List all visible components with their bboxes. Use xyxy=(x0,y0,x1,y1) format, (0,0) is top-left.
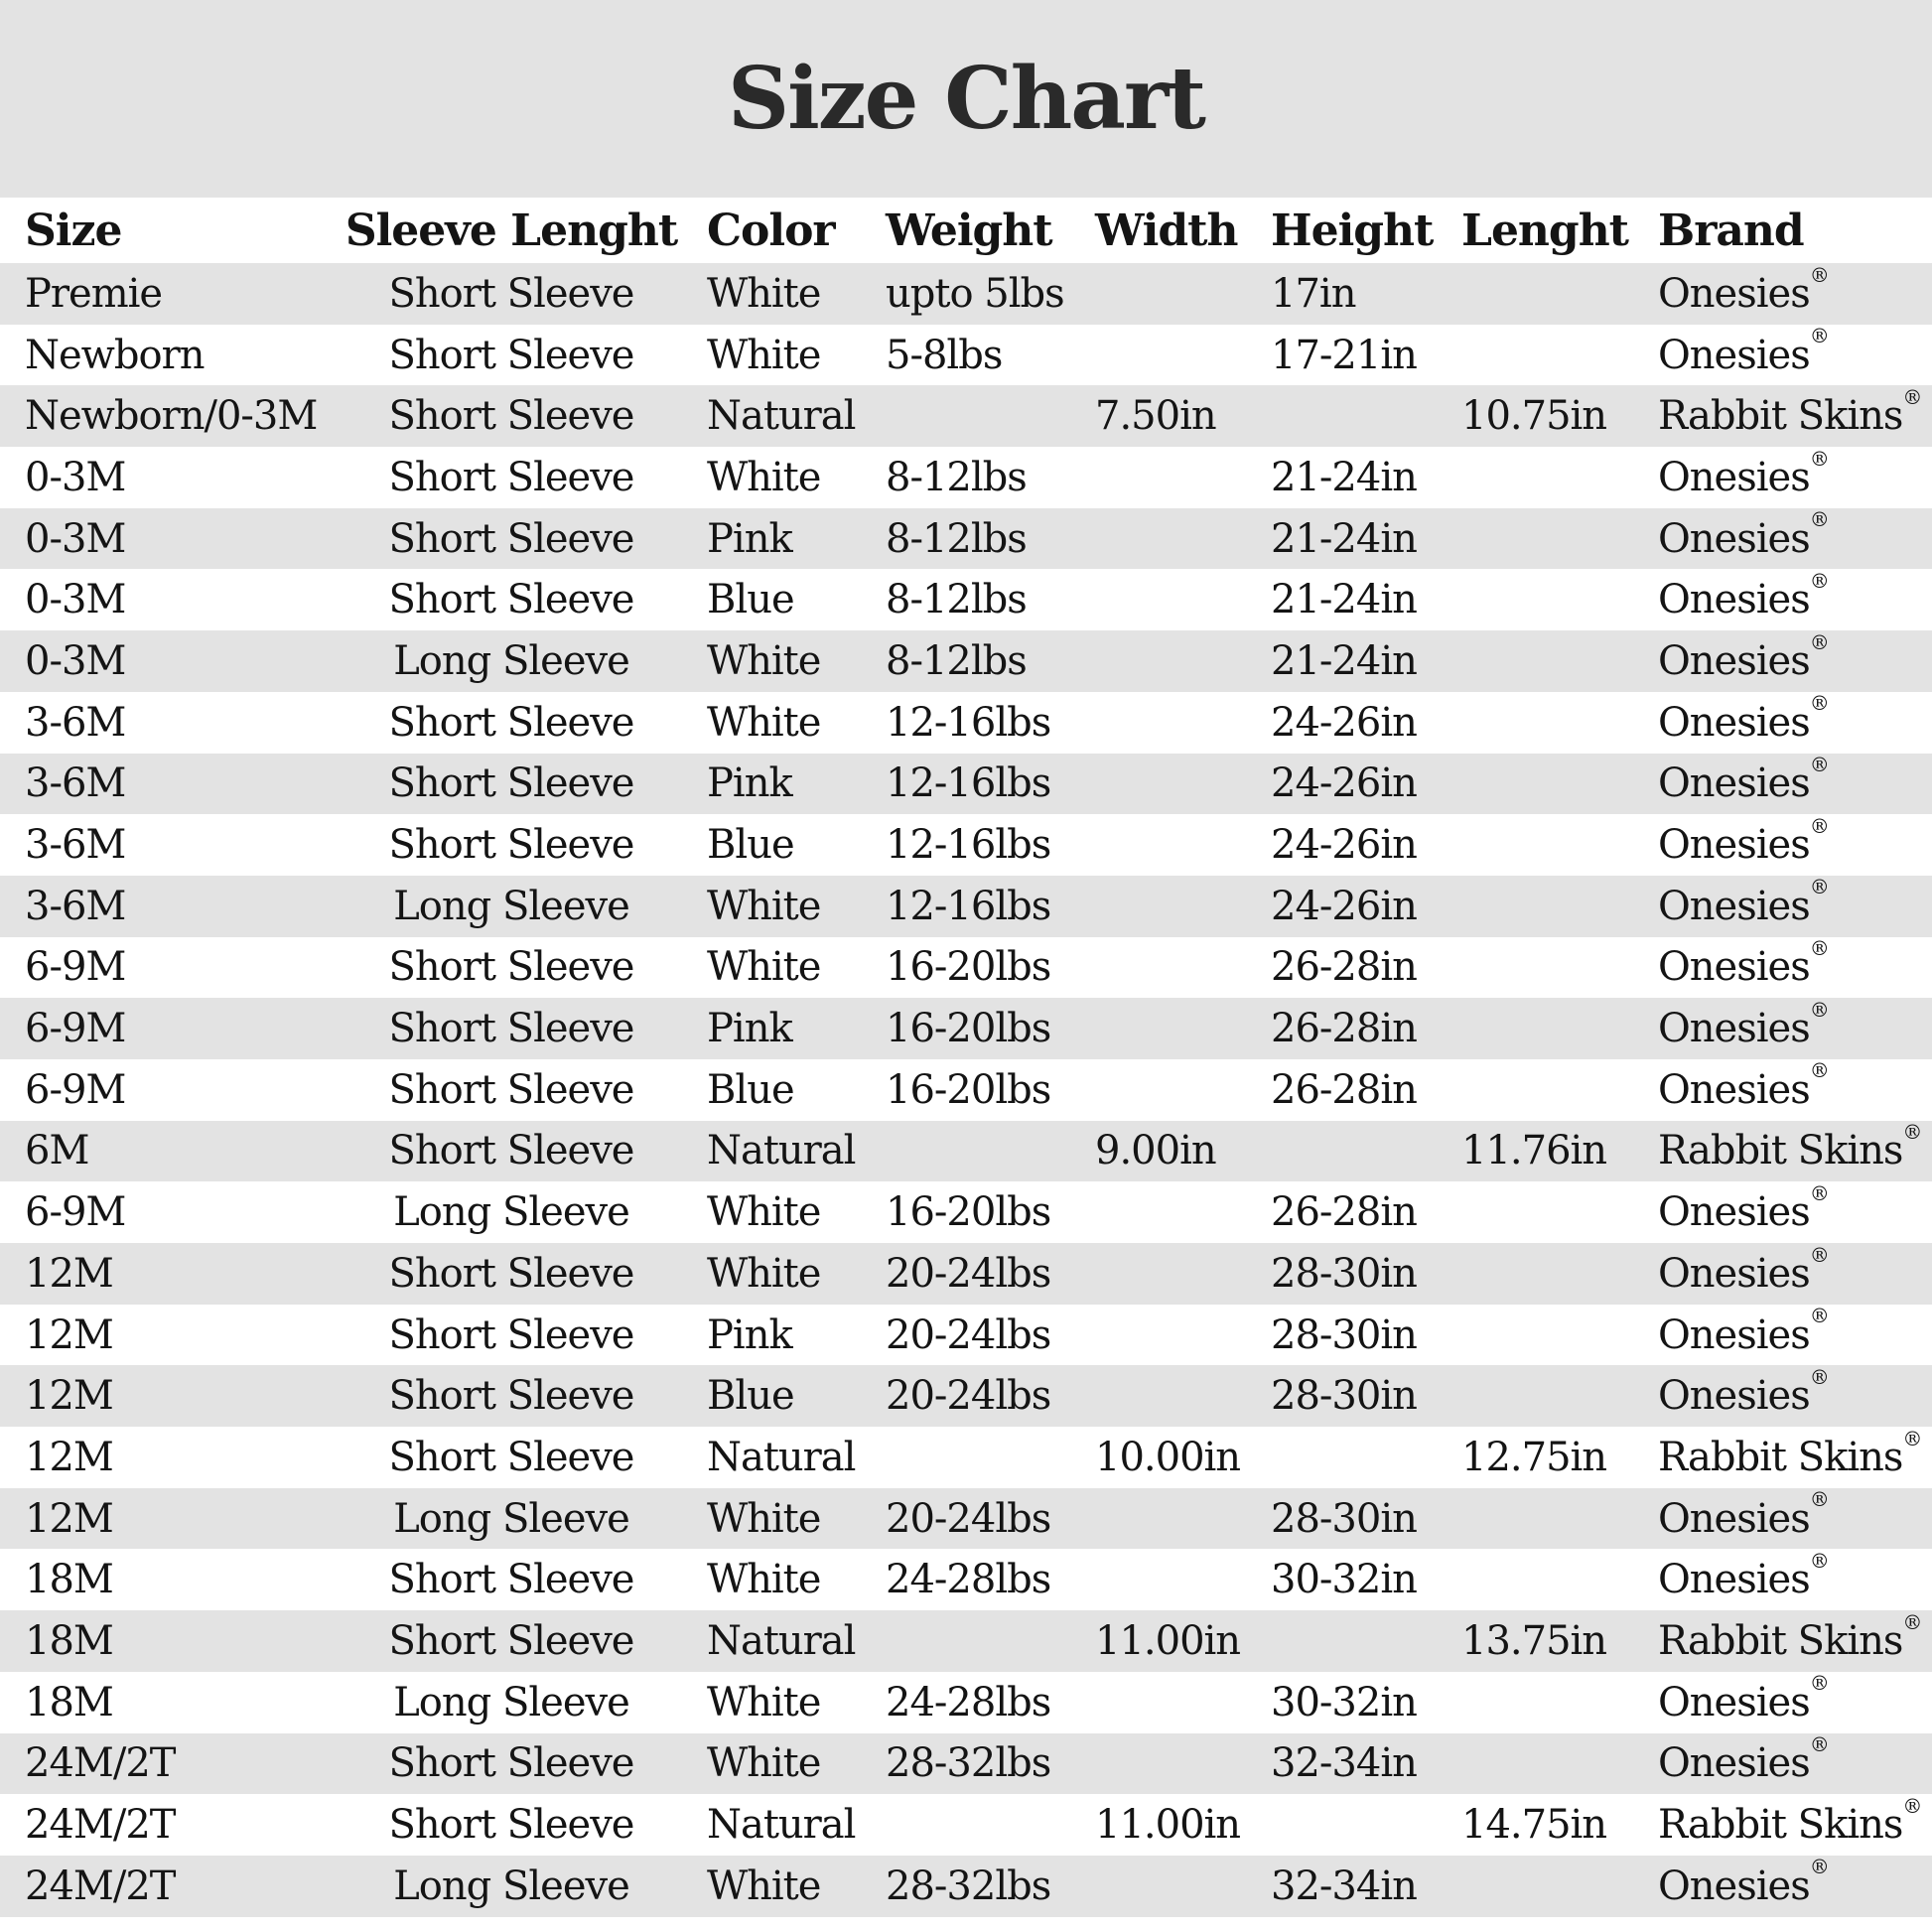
cell-brand: Onesies® xyxy=(1658,446,1830,500)
cell-weight: 5-8lbs xyxy=(886,332,1003,378)
cell-height: 28-30in xyxy=(1271,1250,1417,1297)
registered-trademark-mark: ® xyxy=(1809,324,1830,348)
cell-color: White xyxy=(707,699,821,746)
cell-sleeve-length: Short Sleeve xyxy=(388,1557,634,1603)
cell-weight: 24-28lbs xyxy=(886,1679,1051,1725)
cell-sleeve-length: Short Sleeve xyxy=(388,822,634,869)
cell-height: 24-26in xyxy=(1271,883,1417,929)
cell-brand: Rabbit Skins® xyxy=(1658,384,1923,440)
cell-height: 24-26in xyxy=(1271,699,1417,746)
cell-sleeve-length: Short Sleeve xyxy=(388,1250,634,1297)
cell-height: 32-34in xyxy=(1271,1740,1417,1787)
cell-brand: Onesies® xyxy=(1658,1548,1830,1603)
table-row xyxy=(0,630,1932,692)
registered-trademark-mark: ® xyxy=(1809,1304,1830,1328)
cell-length: 12.75in xyxy=(1461,1434,1607,1480)
cell-size: 24M/2T xyxy=(25,1802,176,1849)
cell-color: White xyxy=(707,1679,821,1725)
cell-brand: Onesies® xyxy=(1658,324,1830,378)
cell-weight: 20-24lbs xyxy=(886,1311,1051,1358)
table-body xyxy=(0,263,1932,1917)
cell-size: 6-9M xyxy=(25,1066,126,1113)
cell-height: 30-32in xyxy=(1271,1557,1417,1603)
table-row xyxy=(0,814,1932,876)
cell-color: Pink xyxy=(707,1311,792,1358)
registered-trademark-mark: ® xyxy=(1809,629,1830,654)
cell-sleeve-length: Short Sleeve xyxy=(388,1802,634,1849)
cell-size: 12M xyxy=(25,1495,113,1542)
cell-height: 17in xyxy=(1271,270,1356,317)
cell-color: White xyxy=(707,1250,821,1297)
column-header-height: Height xyxy=(1271,205,1434,256)
cell-size: 3-6M xyxy=(25,760,126,807)
registered-trademark-mark: ® xyxy=(1809,691,1830,716)
table-row xyxy=(0,1549,1932,1610)
cell-size: 18M xyxy=(25,1557,113,1603)
cell-brand: Onesies® xyxy=(1658,813,1830,869)
cell-sleeve-length: Short Sleeve xyxy=(388,1617,634,1664)
cell-size: 12M xyxy=(25,1311,113,1358)
column-header-brand: Brand xyxy=(1658,205,1804,256)
cell-size: Newborn/0-3M xyxy=(25,393,318,440)
table-row xyxy=(0,1856,1932,1917)
cell-size: 0-3M xyxy=(25,637,126,684)
cell-height: 28-30in xyxy=(1271,1495,1417,1542)
cell-height: 21-24in xyxy=(1271,637,1417,684)
cell-brand: Onesies® xyxy=(1658,753,1830,807)
cell-brand: Onesies® xyxy=(1658,1242,1830,1297)
cell-color: White xyxy=(707,944,821,991)
cell-color: Blue xyxy=(707,822,794,869)
title-band xyxy=(0,0,1932,198)
table-row xyxy=(0,998,1932,1059)
cell-height: 32-34in xyxy=(1271,1863,1417,1909)
cell-color: Blue xyxy=(707,1066,794,1113)
cell-size: Premie xyxy=(25,270,163,317)
cell-color: White xyxy=(707,1863,821,1909)
cell-brand: Onesies® xyxy=(1658,1058,1830,1113)
cell-size: 12M xyxy=(25,1373,113,1420)
cell-sleeve-length: Short Sleeve xyxy=(388,1311,634,1358)
cell-weight: 12-16lbs xyxy=(886,822,1051,869)
cell-color: Pink xyxy=(707,1006,792,1052)
table-header xyxy=(0,198,1932,263)
cell-sleeve-length: Short Sleeve xyxy=(388,515,634,562)
cell-length: 14.75in xyxy=(1461,1802,1607,1849)
column-header-weight: Weight xyxy=(886,205,1052,256)
cell-brand: Rabbit Skins® xyxy=(1658,1120,1923,1174)
cell-size: 3-6M xyxy=(25,822,126,869)
registered-trademark-mark: ® xyxy=(1809,936,1830,961)
cell-weight: 20-24lbs xyxy=(886,1250,1051,1297)
cell-weight: 12-16lbs xyxy=(886,699,1051,746)
cell-brand: Onesies® xyxy=(1658,997,1830,1052)
registered-trademark-mark: ® xyxy=(1809,262,1830,287)
cell-size: 6-9M xyxy=(25,1189,126,1236)
cell-size: Newborn xyxy=(25,332,205,378)
cell-color: Blue xyxy=(707,1373,794,1420)
cell-color: Blue xyxy=(707,577,794,623)
cell-size: 3-6M xyxy=(25,699,126,746)
cell-height: 26-28in xyxy=(1271,944,1417,991)
cell-brand: Onesies® xyxy=(1658,262,1830,317)
registered-trademark-mark: ® xyxy=(1809,1548,1830,1573)
cell-size: 6-9M xyxy=(25,1006,126,1052)
cell-size: 18M xyxy=(25,1679,113,1725)
registered-trademark-mark: ® xyxy=(1809,1058,1830,1083)
column-header-sleeve-length: Sleeve Lenght xyxy=(345,205,678,256)
table-row xyxy=(0,692,1932,754)
cell-sleeve-length: Short Sleeve xyxy=(388,699,634,746)
cell-sleeve-length: Short Sleeve xyxy=(388,1066,634,1113)
cell-brand: Onesies® xyxy=(1658,875,1830,929)
registered-trademark-mark: ® xyxy=(1809,813,1830,838)
cell-width: 10.00in xyxy=(1095,1434,1241,1480)
cell-weight: 12-16lbs xyxy=(886,883,1051,929)
cell-weight: 8-12lbs xyxy=(886,637,1027,684)
cell-sleeve-length: Long Sleeve xyxy=(393,1863,629,1909)
cell-sleeve-length: Long Sleeve xyxy=(393,1189,629,1236)
cell-color: Natural xyxy=(707,1617,856,1664)
cell-brand: Rabbit Skins® xyxy=(1658,1793,1923,1849)
table-row xyxy=(0,1365,1932,1427)
cell-weight: 24-28lbs xyxy=(886,1557,1051,1603)
cell-color: Natural xyxy=(707,393,856,440)
cell-size: 0-3M xyxy=(25,515,126,562)
registered-trademark-mark: ® xyxy=(1809,446,1830,471)
cell-brand: Onesies® xyxy=(1658,568,1830,623)
cell-color: White xyxy=(707,332,821,378)
cell-color: Pink xyxy=(707,515,792,562)
registered-trademark-mark: ® xyxy=(1809,1487,1830,1512)
cell-weight: 16-20lbs xyxy=(886,1189,1051,1236)
cell-weight: 16-20lbs xyxy=(886,944,1051,991)
table-row xyxy=(0,1733,1932,1795)
cell-color: Natural xyxy=(707,1802,856,1849)
table-row xyxy=(0,1181,1932,1243)
registered-trademark-mark: ® xyxy=(1809,1732,1830,1757)
cell-weight: 8-12lbs xyxy=(886,515,1027,562)
table-row xyxy=(0,1121,1932,1182)
cell-brand: Onesies® xyxy=(1658,1855,1830,1909)
table-row xyxy=(0,508,1932,570)
cell-sleeve-length: Short Sleeve xyxy=(388,577,634,623)
cell-weight: 8-12lbs xyxy=(886,577,1027,623)
cell-size: 12M xyxy=(25,1250,113,1297)
table-row xyxy=(0,937,1932,999)
table-row xyxy=(0,447,1932,508)
cell-height: 26-28in xyxy=(1271,1006,1417,1052)
cell-sleeve-length: Short Sleeve xyxy=(388,1373,634,1420)
cell-weight: 20-24lbs xyxy=(886,1373,1051,1420)
registered-trademark-mark: ® xyxy=(1809,753,1830,777)
cell-height: 30-32in xyxy=(1271,1679,1417,1725)
registered-trademark-mark: ® xyxy=(1809,1242,1830,1267)
table-row xyxy=(0,754,1932,815)
cell-height: 21-24in xyxy=(1271,515,1417,562)
cell-sleeve-length: Long Sleeve xyxy=(393,1495,629,1542)
table-row xyxy=(0,1488,1932,1550)
cell-sleeve-length: Short Sleeve xyxy=(388,1740,634,1787)
registered-trademark-mark: ® xyxy=(1902,1426,1923,1450)
registered-trademark-mark: ® xyxy=(1902,1609,1923,1634)
table-row xyxy=(0,1243,1932,1305)
cell-brand: Onesies® xyxy=(1658,629,1830,684)
registered-trademark-mark: ® xyxy=(1809,1180,1830,1205)
cell-weight: 12-16lbs xyxy=(886,760,1051,807)
cell-height: 17-21in xyxy=(1271,332,1417,378)
cell-size: 18M xyxy=(25,1617,113,1664)
registered-trademark-mark: ® xyxy=(1809,1855,1830,1879)
registered-trademark-mark: ® xyxy=(1902,1793,1923,1818)
cell-color: White xyxy=(707,1495,821,1542)
cell-sleeve-length: Short Sleeve xyxy=(388,944,634,991)
cell-brand: Onesies® xyxy=(1658,691,1830,746)
table-row xyxy=(0,263,1932,325)
cell-sleeve-length: Long Sleeve xyxy=(393,637,629,684)
table-row xyxy=(0,1059,1932,1121)
cell-color: Natural xyxy=(707,1434,856,1480)
cell-height: 26-28in xyxy=(1271,1066,1417,1113)
cell-height: 24-26in xyxy=(1271,822,1417,869)
table-row xyxy=(0,876,1932,937)
cell-sleeve-length: Short Sleeve xyxy=(388,454,634,500)
cell-brand: Onesies® xyxy=(1658,507,1830,562)
cell-color: White xyxy=(707,883,821,929)
cell-width: 7.50in xyxy=(1095,393,1216,440)
cell-sleeve-length: Short Sleeve xyxy=(388,393,634,440)
cell-height: 21-24in xyxy=(1271,454,1417,500)
cell-sleeve-length: Long Sleeve xyxy=(393,1679,629,1725)
cell-sleeve-length: Short Sleeve xyxy=(388,760,634,807)
cell-weight: 16-20lbs xyxy=(886,1006,1051,1052)
cell-weight: 16-20lbs xyxy=(886,1066,1051,1113)
cell-brand: Onesies® xyxy=(1658,1487,1830,1542)
cell-size: 0-3M xyxy=(25,454,126,500)
cell-height: 24-26in xyxy=(1271,760,1417,807)
registered-trademark-mark: ® xyxy=(1809,1364,1830,1389)
cell-size: 24M/2T xyxy=(25,1740,176,1787)
table-row xyxy=(0,1794,1932,1856)
column-header-color: Color xyxy=(707,205,835,256)
cell-weight: upto 5lbs xyxy=(886,270,1064,317)
table-row xyxy=(0,1427,1932,1488)
cell-size: 0-3M xyxy=(25,577,126,623)
cell-sleeve-length: Short Sleeve xyxy=(388,1006,634,1052)
cell-sleeve-length: Short Sleeve xyxy=(388,1434,634,1480)
table-row xyxy=(0,325,1932,386)
table-row xyxy=(0,1672,1932,1733)
registered-trademark-mark: ® xyxy=(1809,507,1830,532)
cell-weight: 28-32lbs xyxy=(886,1740,1051,1787)
cell-color: White xyxy=(707,1189,821,1236)
cell-brand: Onesies® xyxy=(1658,1180,1830,1236)
page-title: Size Chart xyxy=(727,49,1204,149)
registered-trademark-mark: ® xyxy=(1902,1120,1923,1145)
cell-width: 11.00in xyxy=(1095,1802,1241,1849)
cell-brand: Onesies® xyxy=(1658,1671,1830,1725)
cell-sleeve-length: Long Sleeve xyxy=(393,883,629,929)
cell-brand: Onesies® xyxy=(1658,1732,1830,1787)
registered-trademark-mark: ® xyxy=(1809,1671,1830,1696)
cell-width: 11.00in xyxy=(1095,1617,1241,1664)
cell-weight: 20-24lbs xyxy=(886,1495,1051,1542)
table-row xyxy=(0,1305,1932,1366)
cell-size: 3-6M xyxy=(25,883,126,929)
cell-color: White xyxy=(707,270,821,317)
table-row xyxy=(0,569,1932,630)
cell-height: 28-30in xyxy=(1271,1373,1417,1420)
cell-length: 10.75in xyxy=(1461,393,1607,440)
cell-color: White xyxy=(707,1740,821,1787)
cell-width: 9.00in xyxy=(1095,1128,1216,1174)
cell-size: 6-9M xyxy=(25,944,126,991)
cell-brand: Onesies® xyxy=(1658,1304,1830,1358)
cell-brand: Onesies® xyxy=(1658,1364,1830,1420)
registered-trademark-mark: ® xyxy=(1809,875,1830,899)
cell-sleeve-length: Short Sleeve xyxy=(388,332,634,378)
cell-color: Natural xyxy=(707,1128,856,1174)
cell-height: 26-28in xyxy=(1271,1189,1417,1236)
column-header-width: Width xyxy=(1095,205,1238,256)
cell-size: 12M xyxy=(25,1434,113,1480)
cell-sleeve-length: Short Sleeve xyxy=(388,270,634,317)
cell-height: 28-30in xyxy=(1271,1311,1417,1358)
cell-color: White xyxy=(707,637,821,684)
cell-brand: Onesies® xyxy=(1658,936,1830,991)
cell-weight: 8-12lbs xyxy=(886,454,1027,500)
cell-sleeve-length: Short Sleeve xyxy=(388,1128,634,1174)
registered-trademark-mark: ® xyxy=(1809,997,1830,1022)
cell-length: 13.75in xyxy=(1461,1617,1607,1664)
cell-size: 6M xyxy=(25,1128,89,1174)
cell-height: 21-24in xyxy=(1271,577,1417,623)
cell-color: White xyxy=(707,1557,821,1603)
cell-brand: Rabbit Skins® xyxy=(1658,1426,1923,1480)
cell-brand: Rabbit Skins® xyxy=(1658,1609,1923,1664)
cell-weight: 28-32lbs xyxy=(886,1863,1051,1909)
cell-color: Pink xyxy=(707,760,792,807)
registered-trademark-mark: ® xyxy=(1809,568,1830,593)
column-header-length: Lenght xyxy=(1461,205,1629,256)
registered-trademark-mark: ® xyxy=(1902,384,1923,409)
cell-color: White xyxy=(707,454,821,500)
cell-length: 11.76in xyxy=(1461,1128,1607,1174)
cell-size: 24M/2T xyxy=(25,1863,176,1909)
table-row xyxy=(0,385,1932,447)
column-header-size: Size xyxy=(25,205,122,256)
table-row xyxy=(0,1610,1932,1672)
